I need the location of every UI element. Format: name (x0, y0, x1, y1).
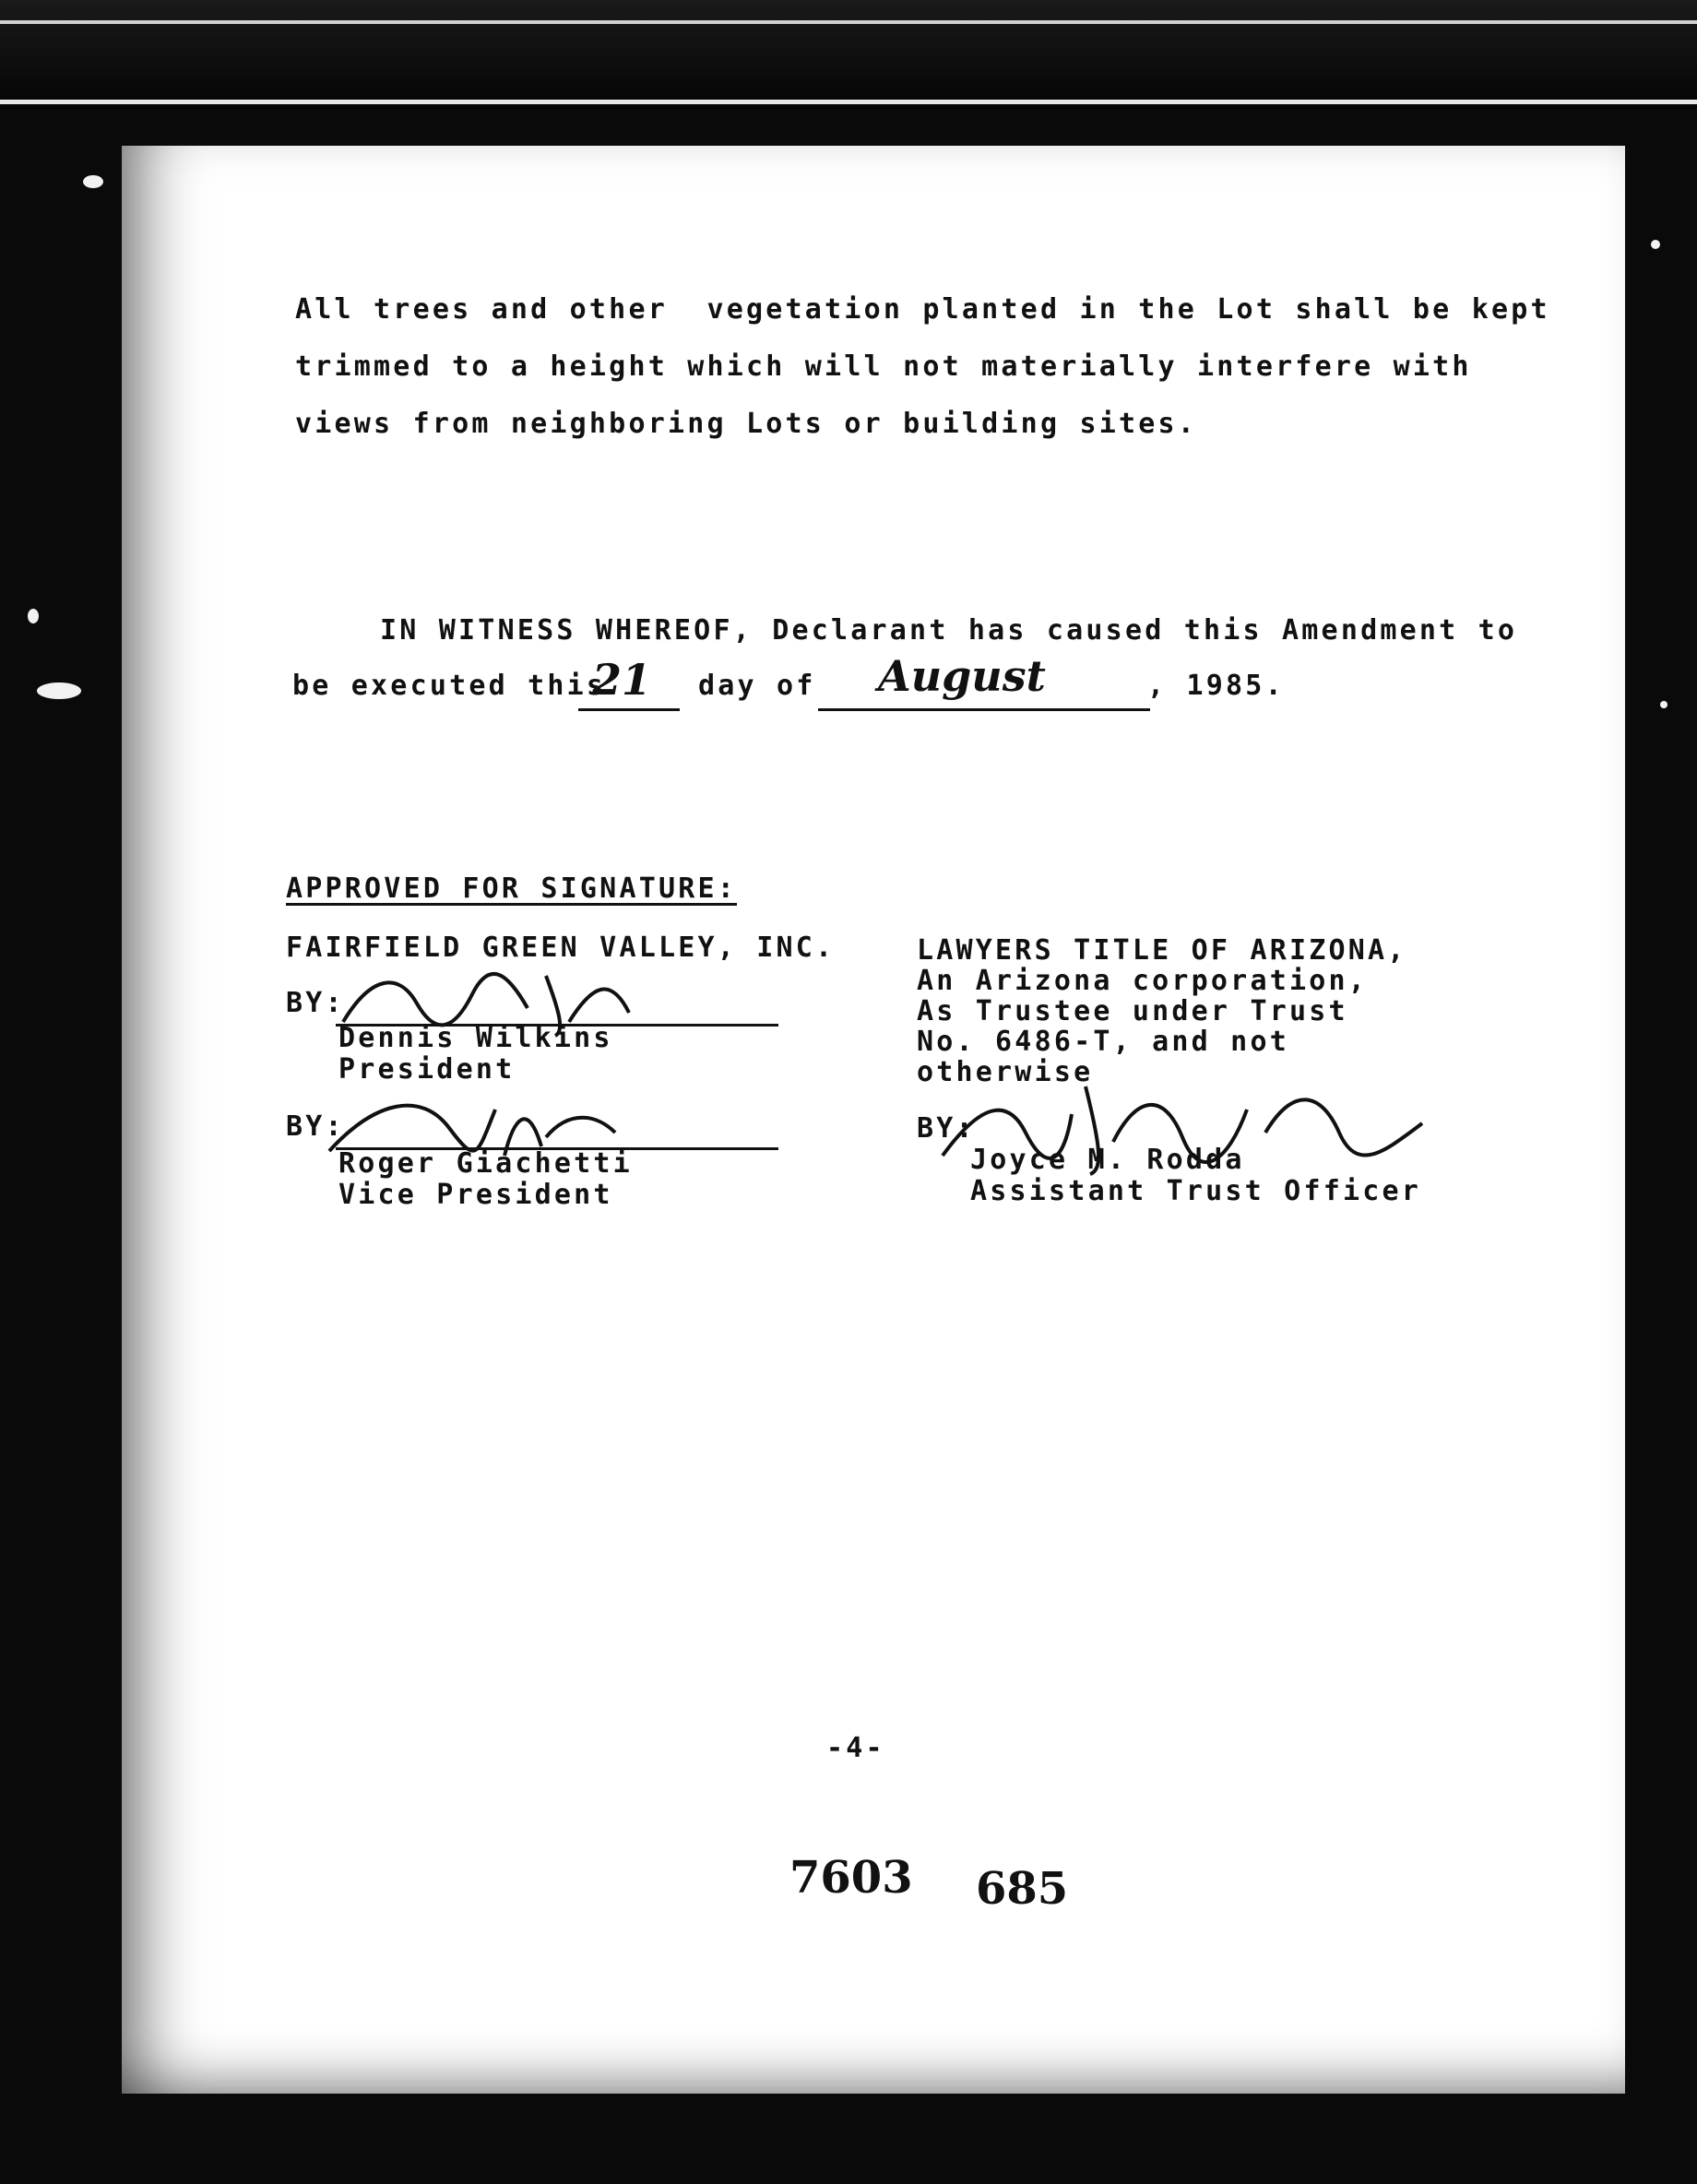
signer2-name: Roger Giachetti (338, 1147, 633, 1180)
right-line-4: No. 6486-T, and not (917, 1026, 1289, 1058)
signer1-title: President (338, 1053, 516, 1086)
right-line-2: An Arizona corporation, (917, 965, 1369, 997)
right-line-5: otherwise (917, 1056, 1094, 1088)
month-blank-line (818, 708, 1150, 711)
scan-top-edge (0, 0, 1697, 109)
signer1-name: Dennis Wilkins (338, 1022, 613, 1054)
scan-speck (28, 609, 39, 623)
witness-line-1: IN WITNESS WHEREOF, Declarant has caused this Amendment to (380, 614, 1518, 647)
record-number-left: 7603 (789, 1852, 913, 1904)
scan-speck (37, 682, 81, 699)
left-by-label-2: BY: (286, 1110, 345, 1143)
signer2-title: Vice President (338, 1179, 613, 1211)
handwritten-day: 21 (592, 655, 652, 705)
paragraph-line-3: views from neighboring Lots or building sites. (295, 408, 1198, 440)
record-number-right: 685 (976, 1863, 1069, 1915)
witness-day-of: day of (698, 670, 816, 702)
paragraph-line-1: All trees and other vegetation planted in the Lot shall be kept (295, 293, 1550, 326)
scan-speck (83, 175, 103, 188)
scan-speck (1660, 701, 1667, 708)
left-by-label-1: BY: (286, 987, 345, 1019)
right-signer-name: Joyce M. Rodda (970, 1144, 1245, 1176)
handwritten-month: August (878, 651, 1046, 701)
witness-year: , 1985. (1147, 670, 1285, 702)
left-company: FAIRFIELD GREEN VALLEY, INC. (286, 932, 836, 964)
right-line-3: As Trustee under Trust (917, 995, 1348, 1027)
document-page (122, 146, 1625, 2094)
day-blank-line (578, 708, 680, 711)
paragraph-line-2: trimmed to a height which will not materially interfere with (295, 350, 1472, 383)
witness-prefix: be executed this (292, 670, 607, 702)
scan-rule-top (0, 20, 1697, 24)
page-number: -4- (826, 1732, 885, 1764)
right-signer-title: Assistant Trust Officer (970, 1175, 1422, 1207)
scan-rule-bottom (0, 100, 1697, 104)
right-line-1: LAWYERS TITLE OF ARIZONA, (917, 934, 1407, 967)
right-by-label: BY: (917, 1112, 976, 1145)
approved-heading: APPROVED FOR SIGNATURE: (286, 872, 738, 905)
scan-speck (1651, 240, 1660, 249)
